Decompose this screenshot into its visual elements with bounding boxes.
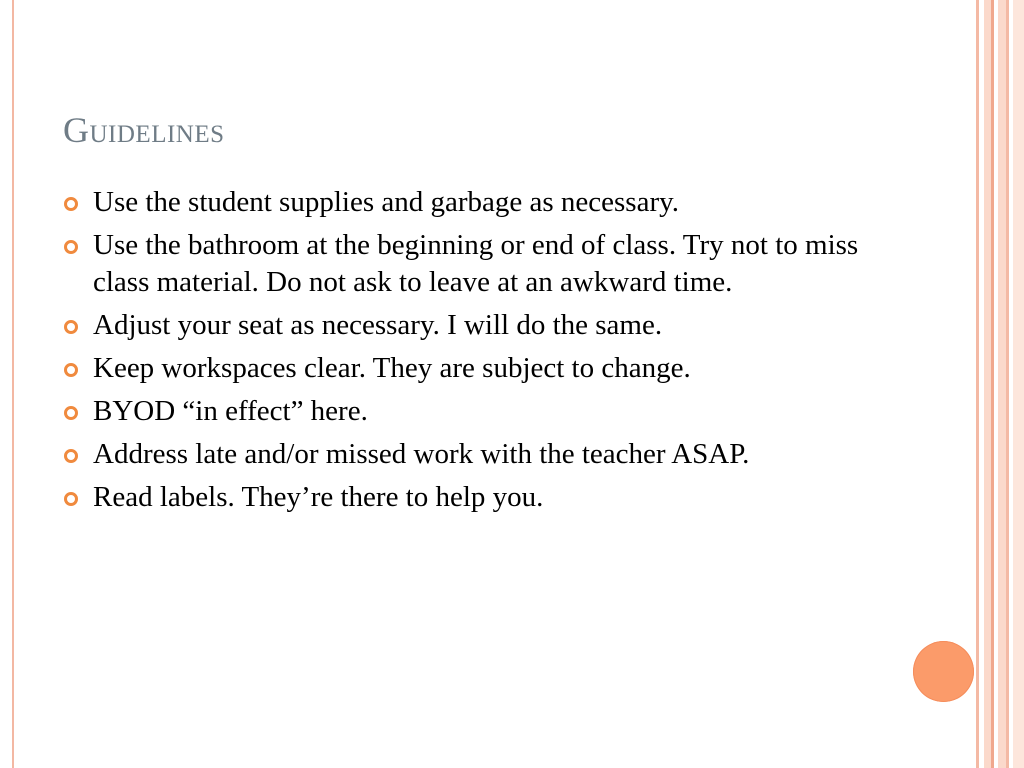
right-stripe [1013, 0, 1024, 768]
bullet-ring-icon [64, 197, 78, 211]
bullet-list [64, 184, 884, 522]
bullet-text: Address late and/or missed work with the teacher ASAP. [93, 438, 750, 470]
bullet-text: Use the student supplies and garbage as necessary. [93, 186, 679, 218]
bullet-ring-icon [64, 363, 78, 377]
right-stripe [998, 0, 1006, 768]
bullet-ring-icon [64, 240, 78, 254]
slide-title: Guidelines [63, 110, 225, 150]
bullet-text: BYOD “in effect” here. [93, 395, 368, 427]
bullet-item [64, 436, 884, 473]
bullet-item [64, 307, 884, 344]
bullet-text: Adjust your seat as necessary. I will do the same. [93, 309, 663, 341]
bullet-text: Use the bathroom at the beginning or end of class. Try not to miss class material. Do not ask to leave at an awkward time. [93, 229, 859, 298]
bullet-text: Keep workspaces clear. They are subject to change. [93, 352, 691, 384]
bullet-ring-icon [64, 492, 78, 506]
bullet-ring-icon [64, 449, 78, 463]
bullet-ring-icon [64, 406, 78, 420]
bullet-ring-icon [64, 320, 78, 334]
left-border-line [12, 0, 14, 768]
bullet-item [64, 227, 884, 301]
right-stripe [991, 0, 994, 768]
bullet-item [64, 479, 884, 516]
bullet-text: Read labels. They’re there to help you. [93, 481, 544, 513]
bullet-item [64, 184, 884, 221]
bullet-item [64, 393, 884, 430]
decorative-circle [913, 641, 974, 702]
right-stripe [976, 0, 979, 768]
right-stripe [1006, 0, 1009, 768]
bullet-item [64, 350, 884, 387]
right-stripe [984, 0, 991, 768]
